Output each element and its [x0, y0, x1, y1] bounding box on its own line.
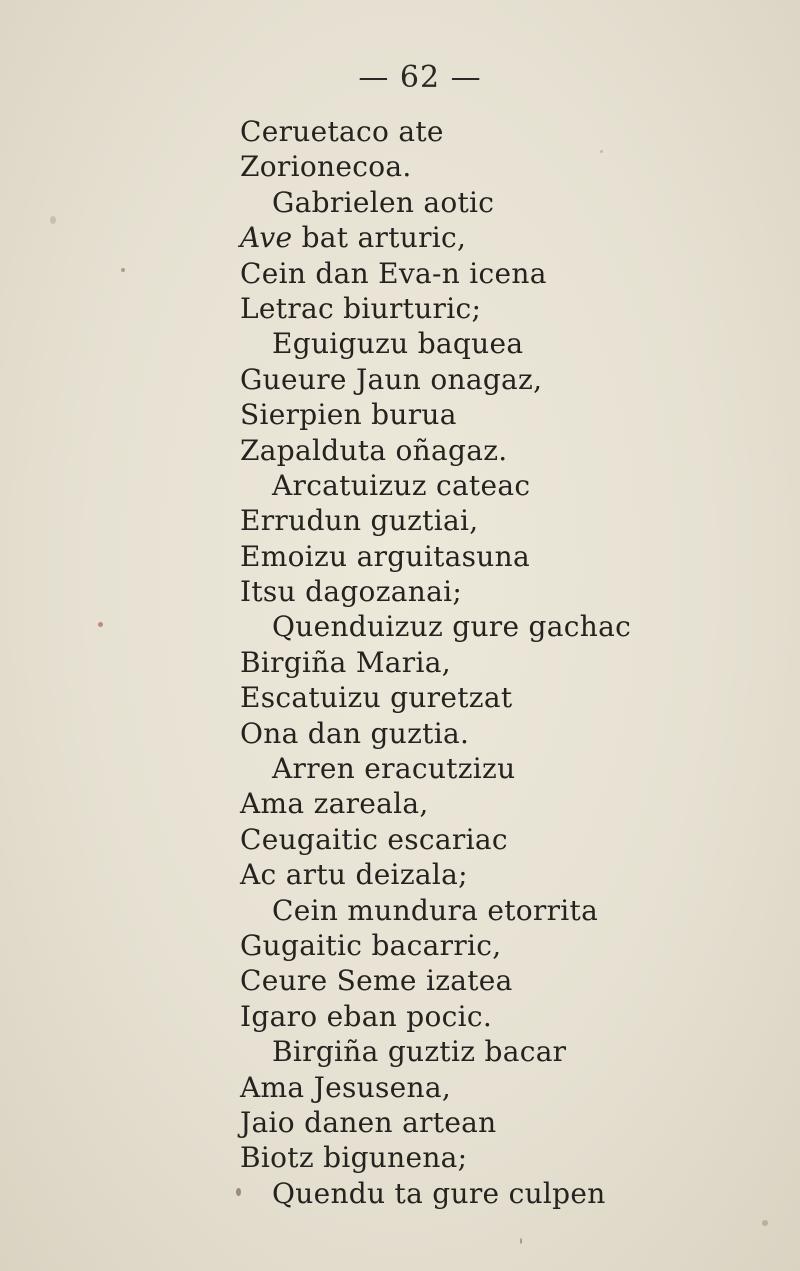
poem-line-text: Arren eracutzizu: [272, 752, 516, 786]
poem-line: [240, 185, 631, 220]
poem-line: [240, 1034, 631, 1069]
poem-line: [240, 149, 631, 184]
poem-line: [240, 1105, 631, 1140]
poem-line: [240, 1070, 631, 1105]
poem-line: [240, 963, 631, 998]
poem-line-text: Quendu ta gure culpen: [272, 1176, 606, 1210]
poem-line-text: Ceure Seme izatea: [240, 964, 513, 998]
poem-line-text: Ama Jesusena,: [240, 1070, 452, 1104]
poem-line: [240, 326, 631, 361]
poem-line: [240, 893, 631, 928]
poem-line-text: Escatuizu guretzat: [240, 681, 513, 715]
poem-line-text: bat arturic,: [292, 221, 467, 255]
poem-line-text: Sierpien burua: [240, 398, 457, 432]
poem-line-italic-word: Ave: [240, 221, 293, 255]
poem-line-text: Gueure Jaun onagaz,: [240, 362, 543, 396]
poem-line-text: Birgiña guztiz bacar: [272, 1035, 567, 1069]
poem-line: [240, 503, 631, 538]
paper-speck: [98, 622, 103, 627]
poem-line-text: Ceugaitic escariac: [240, 822, 508, 856]
paper-speck: [520, 1238, 522, 1244]
poem-line-text: Cein dan Eva-n icena: [240, 256, 547, 290]
poem-line-text: Quenduizuz gure gachac: [272, 610, 632, 644]
poem-line-text: Emoizu arguitasuna: [240, 539, 530, 573]
poem-line: [240, 574, 631, 609]
poem-line-text: Itsu dagozanai;: [240, 575, 463, 609]
paper-speck: [121, 268, 125, 272]
poem-line: [240, 397, 631, 432]
poem-line: [240, 999, 631, 1034]
poem: [240, 114, 631, 1211]
paper-speck: [50, 216, 56, 224]
poem-line: [240, 114, 631, 149]
poem-line: [240, 539, 631, 574]
poem-line-text: Ama zareala,: [240, 787, 429, 821]
poem-line: [240, 609, 631, 644]
poem-line: [240, 468, 631, 503]
poem-line: [240, 1140, 631, 1175]
poem-line-text: Eguiguzu baquea: [272, 327, 524, 361]
poem-line-text: Arcatuizuz cateac: [272, 468, 531, 502]
poem-line-text: Ona dan guztia.: [240, 716, 470, 750]
page-number: — 62 —: [358, 60, 482, 95]
poem-line: [240, 220, 631, 255]
poem-line: [240, 645, 631, 680]
poem-line-text: Igaro eban pocic.: [240, 999, 493, 1033]
poem-line-text: Biotz bigunena;: [240, 1141, 468, 1175]
poem-line-text: Gugaitic bacarric,: [240, 928, 502, 962]
poem-line: [240, 786, 631, 821]
poem-line: [240, 928, 631, 963]
poem-line-text: Ceruetaco ate: [240, 115, 444, 148]
poem-line-text: Ac artu deizala;: [240, 858, 468, 892]
poem-line: [240, 751, 631, 786]
poem-line-text: Zapalduta oñagaz.: [240, 433, 508, 467]
poem-line-text: Gabrielen aotic: [272, 185, 495, 219]
poem-line-text: Cein mundura etorrita: [272, 893, 599, 927]
poem-line: [240, 822, 631, 857]
poem-line: [240, 716, 631, 751]
poem-line-text: Errudun guztiai,: [240, 504, 479, 538]
poem-line: [240, 362, 631, 397]
poem-line: [240, 857, 631, 892]
poem-line-text: Letrac biurturic;: [240, 291, 482, 325]
poem-line: [240, 291, 631, 326]
poem-line: [240, 680, 631, 715]
poem-line-text: Birgiña Maria,: [240, 645, 451, 679]
poem-line: [240, 256, 631, 291]
poem-line: [240, 1176, 631, 1211]
paper-speck: [762, 1220, 768, 1226]
poem-line-text: Zorionecoa.: [240, 150, 412, 184]
poem-line-text: Jaio danen artean: [240, 1105, 497, 1139]
poem-line: [240, 433, 631, 468]
